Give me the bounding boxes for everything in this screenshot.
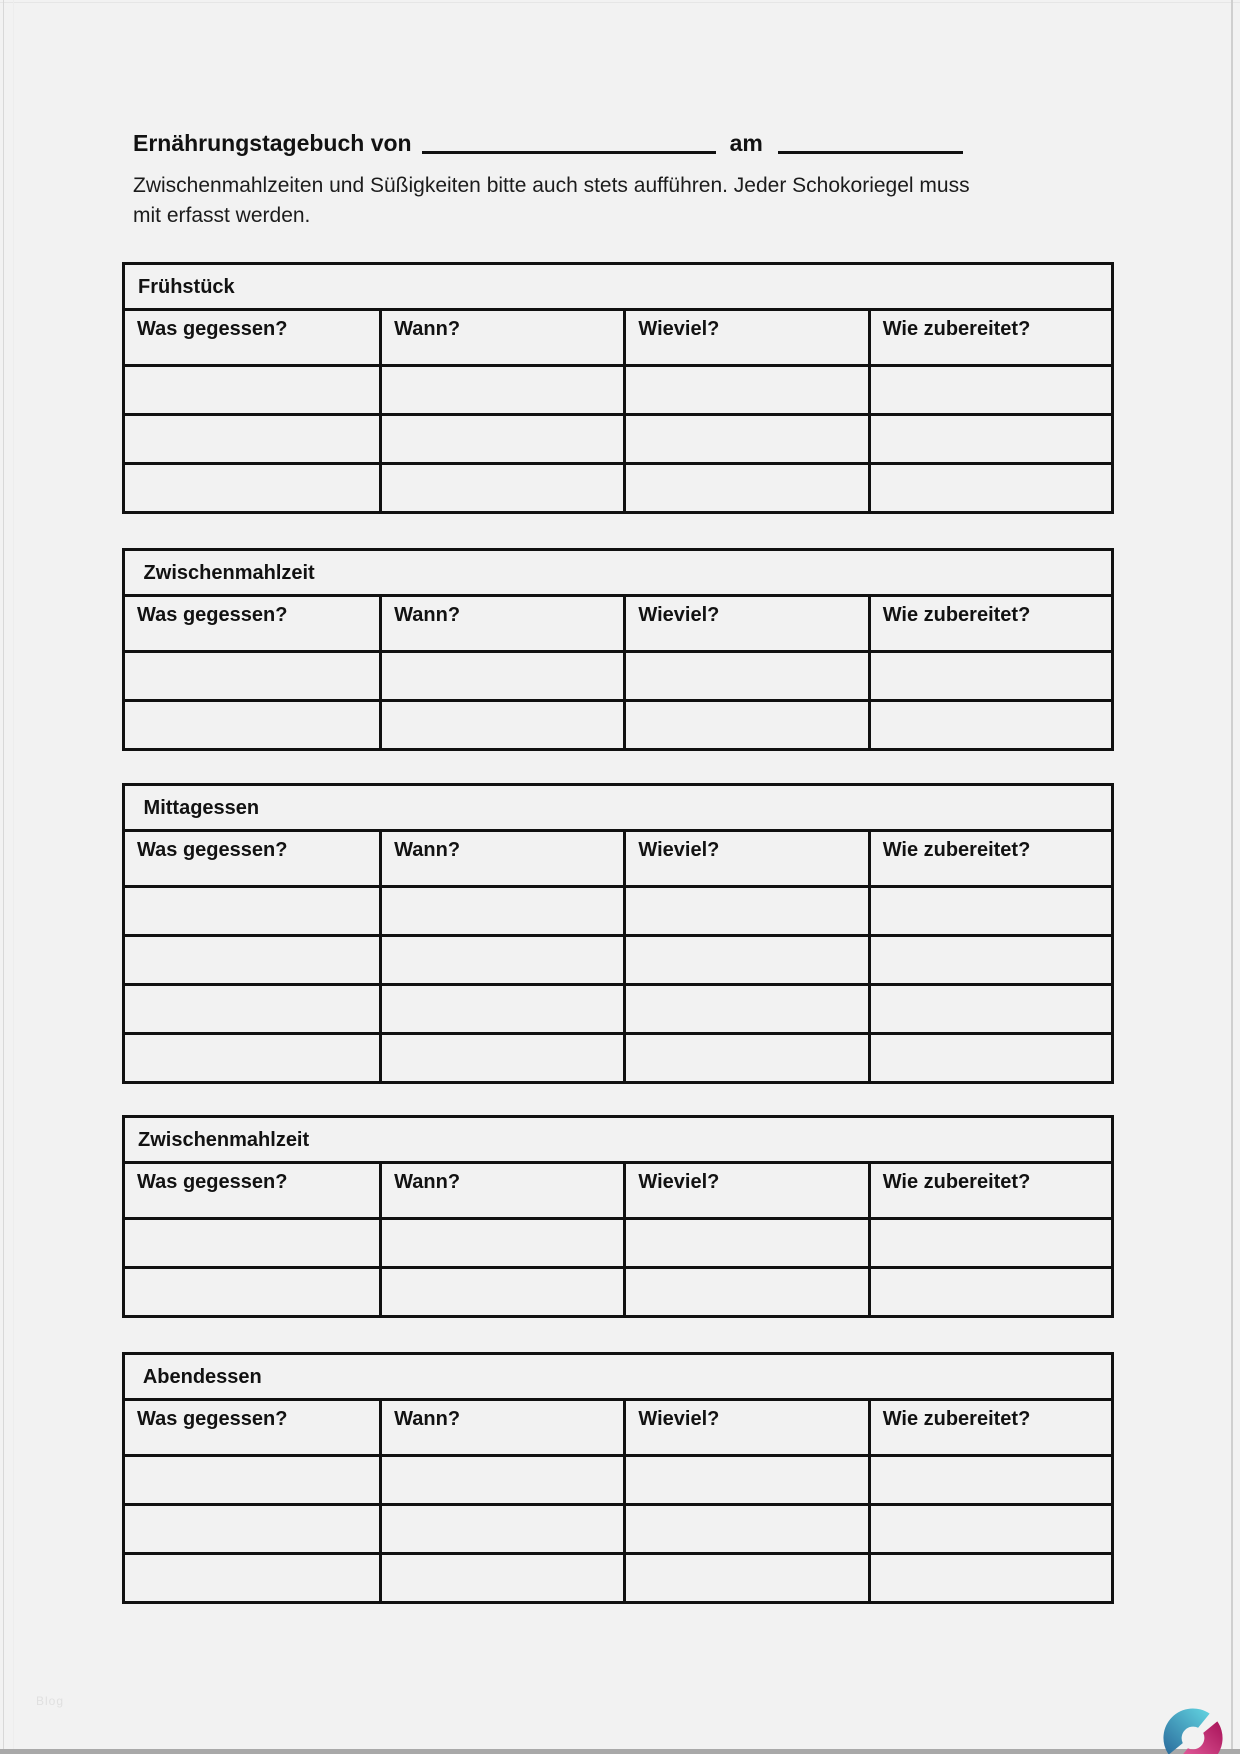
- empty-cell: [381, 985, 625, 1034]
- column-header: Wann?: [381, 596, 625, 652]
- column-header: Was gegessen?: [124, 310, 381, 366]
- meal-table: [122, 262, 1114, 514]
- empty-cell: [869, 701, 1112, 750]
- table-header-row: [124, 1400, 1113, 1456]
- empty-row: [124, 1034, 1113, 1083]
- note-line-2: mit erfasst werden.: [133, 204, 311, 227]
- column-header: Was gegessen?: [124, 596, 381, 652]
- column-header: Wieviel?: [625, 310, 869, 366]
- date-blank-line: [778, 139, 963, 154]
- swirl-logo: [1161, 1706, 1225, 1754]
- watermark-text: Blog: [36, 1694, 65, 1708]
- empty-cell: [625, 366, 869, 415]
- empty-row: [124, 1219, 1113, 1268]
- empty-row: [124, 985, 1113, 1034]
- empty-cell: [381, 936, 625, 985]
- title-prefix: Ernährungstagebuch von: [133, 130, 412, 156]
- column-header: Wie zubereitet?: [869, 831, 1112, 887]
- column-header: Wieviel?: [625, 596, 869, 652]
- empty-cell: [625, 415, 869, 464]
- empty-cell: [124, 936, 381, 985]
- empty-cell: [124, 415, 381, 464]
- empty-row: [124, 1456, 1113, 1505]
- empty-cell: [625, 1456, 869, 1505]
- meal-title: Mittagessen: [124, 785, 1113, 831]
- empty-cell: [381, 1505, 625, 1554]
- empty-cell: [869, 415, 1112, 464]
- column-header: Wann?: [381, 1163, 625, 1219]
- meal-table: [122, 1352, 1114, 1604]
- page-edge-bottom: [0, 1749, 1240, 1754]
- empty-cell: [124, 1505, 381, 1554]
- empty-cell: [124, 1268, 381, 1317]
- meal-title-row: [124, 1354, 1113, 1400]
- empty-row: [124, 1505, 1113, 1554]
- column-header: Was gegessen?: [124, 1400, 381, 1456]
- empty-cell: [381, 652, 625, 701]
- column-header: Wieviel?: [625, 1400, 869, 1456]
- empty-row: [124, 887, 1113, 936]
- empty-cell: [869, 366, 1112, 415]
- empty-row: [124, 1268, 1113, 1317]
- empty-cell: [869, 1034, 1112, 1083]
- page-edge-top: [0, 2, 1240, 3]
- meal-title-row: [124, 1117, 1113, 1163]
- page-edge-left-inner: [13, 0, 14, 1754]
- table-header-row: [124, 831, 1113, 887]
- column-header: Wie zubereitet?: [869, 1163, 1112, 1219]
- column-header: Wie zubereitet?: [869, 1400, 1112, 1456]
- empty-cell: [381, 1268, 625, 1317]
- meal-title-row: [124, 550, 1113, 596]
- empty-cell: [124, 887, 381, 936]
- empty-row: [124, 701, 1113, 750]
- empty-cell: [625, 936, 869, 985]
- meal-table: [122, 783, 1114, 1084]
- table-header-row: [124, 1163, 1113, 1219]
- table-header-row: [124, 596, 1113, 652]
- empty-cell: [625, 701, 869, 750]
- column-header: Wann?: [381, 1400, 625, 1456]
- empty-cell: [381, 1554, 625, 1603]
- empty-cell: [124, 1554, 381, 1603]
- empty-row: [124, 464, 1113, 513]
- empty-row: [124, 1554, 1113, 1603]
- column-header: Wie zubereitet?: [869, 310, 1112, 366]
- empty-cell: [625, 464, 869, 513]
- empty-cell: [124, 464, 381, 513]
- empty-cell: [124, 985, 381, 1034]
- empty-cell: [124, 1034, 381, 1083]
- meal-title: Frühstück: [124, 264, 1113, 310]
- column-header: Was gegessen?: [124, 831, 381, 887]
- table-header-row: [124, 310, 1113, 366]
- empty-cell: [869, 464, 1112, 513]
- empty-cell: [124, 1456, 381, 1505]
- empty-cell: [381, 701, 625, 750]
- name-blank-line: [422, 139, 716, 154]
- meal-title: Zwischenmahlzeit: [124, 1117, 1113, 1163]
- column-header: Was gegessen?: [124, 1163, 381, 1219]
- empty-cell: [625, 1034, 869, 1083]
- empty-cell: [625, 652, 869, 701]
- empty-row: [124, 652, 1113, 701]
- empty-cell: [625, 1268, 869, 1317]
- column-header: Wie zubereitet?: [869, 596, 1112, 652]
- empty-cell: [869, 652, 1112, 701]
- meal-table: [122, 548, 1114, 751]
- empty-cell: [381, 887, 625, 936]
- empty-cell: [124, 366, 381, 415]
- empty-cell: [625, 1554, 869, 1603]
- note-line-1: Zwischenmahlzeiten und Süßigkeiten bitte auch stets aufführen. Jeder Schokoriegel muss: [133, 174, 970, 197]
- column-header: Wieviel?: [625, 831, 869, 887]
- empty-row: [124, 936, 1113, 985]
- empty-row: [124, 366, 1113, 415]
- meal-title: Abendessen: [124, 1354, 1113, 1400]
- title-am-label: am: [729, 130, 763, 156]
- empty-cell: [869, 1268, 1112, 1317]
- empty-row: [124, 415, 1113, 464]
- empty-cell: [625, 1219, 869, 1268]
- empty-cell: [381, 1219, 625, 1268]
- empty-cell: [124, 1219, 381, 1268]
- meal-title: Zwischenmahlzeit: [124, 550, 1113, 596]
- meal-table: [122, 1115, 1114, 1318]
- empty-cell: [381, 366, 625, 415]
- meal-title-row: [124, 264, 1113, 310]
- empty-cell: [869, 887, 1112, 936]
- empty-cell: [381, 1034, 625, 1083]
- empty-cell: [625, 887, 869, 936]
- empty-cell: [381, 464, 625, 513]
- instruction-note: [133, 171, 1143, 231]
- column-header: Wann?: [381, 831, 625, 887]
- empty-cell: [869, 936, 1112, 985]
- empty-cell: [124, 701, 381, 750]
- page-edge-left: [3, 0, 4, 1754]
- empty-cell: [869, 1505, 1112, 1554]
- empty-cell: [381, 415, 625, 464]
- column-header: Wann?: [381, 310, 625, 366]
- page-title: [133, 130, 1133, 157]
- column-header: Wieviel?: [625, 1163, 869, 1219]
- empty-cell: [869, 985, 1112, 1034]
- empty-cell: [124, 652, 381, 701]
- page-edge-right: [1231, 0, 1233, 1754]
- empty-cell: [625, 985, 869, 1034]
- empty-cell: [869, 1554, 1112, 1603]
- empty-cell: [869, 1456, 1112, 1505]
- empty-cell: [381, 1456, 625, 1505]
- empty-cell: [869, 1219, 1112, 1268]
- empty-cell: [625, 1505, 869, 1554]
- meal-title-row: [124, 785, 1113, 831]
